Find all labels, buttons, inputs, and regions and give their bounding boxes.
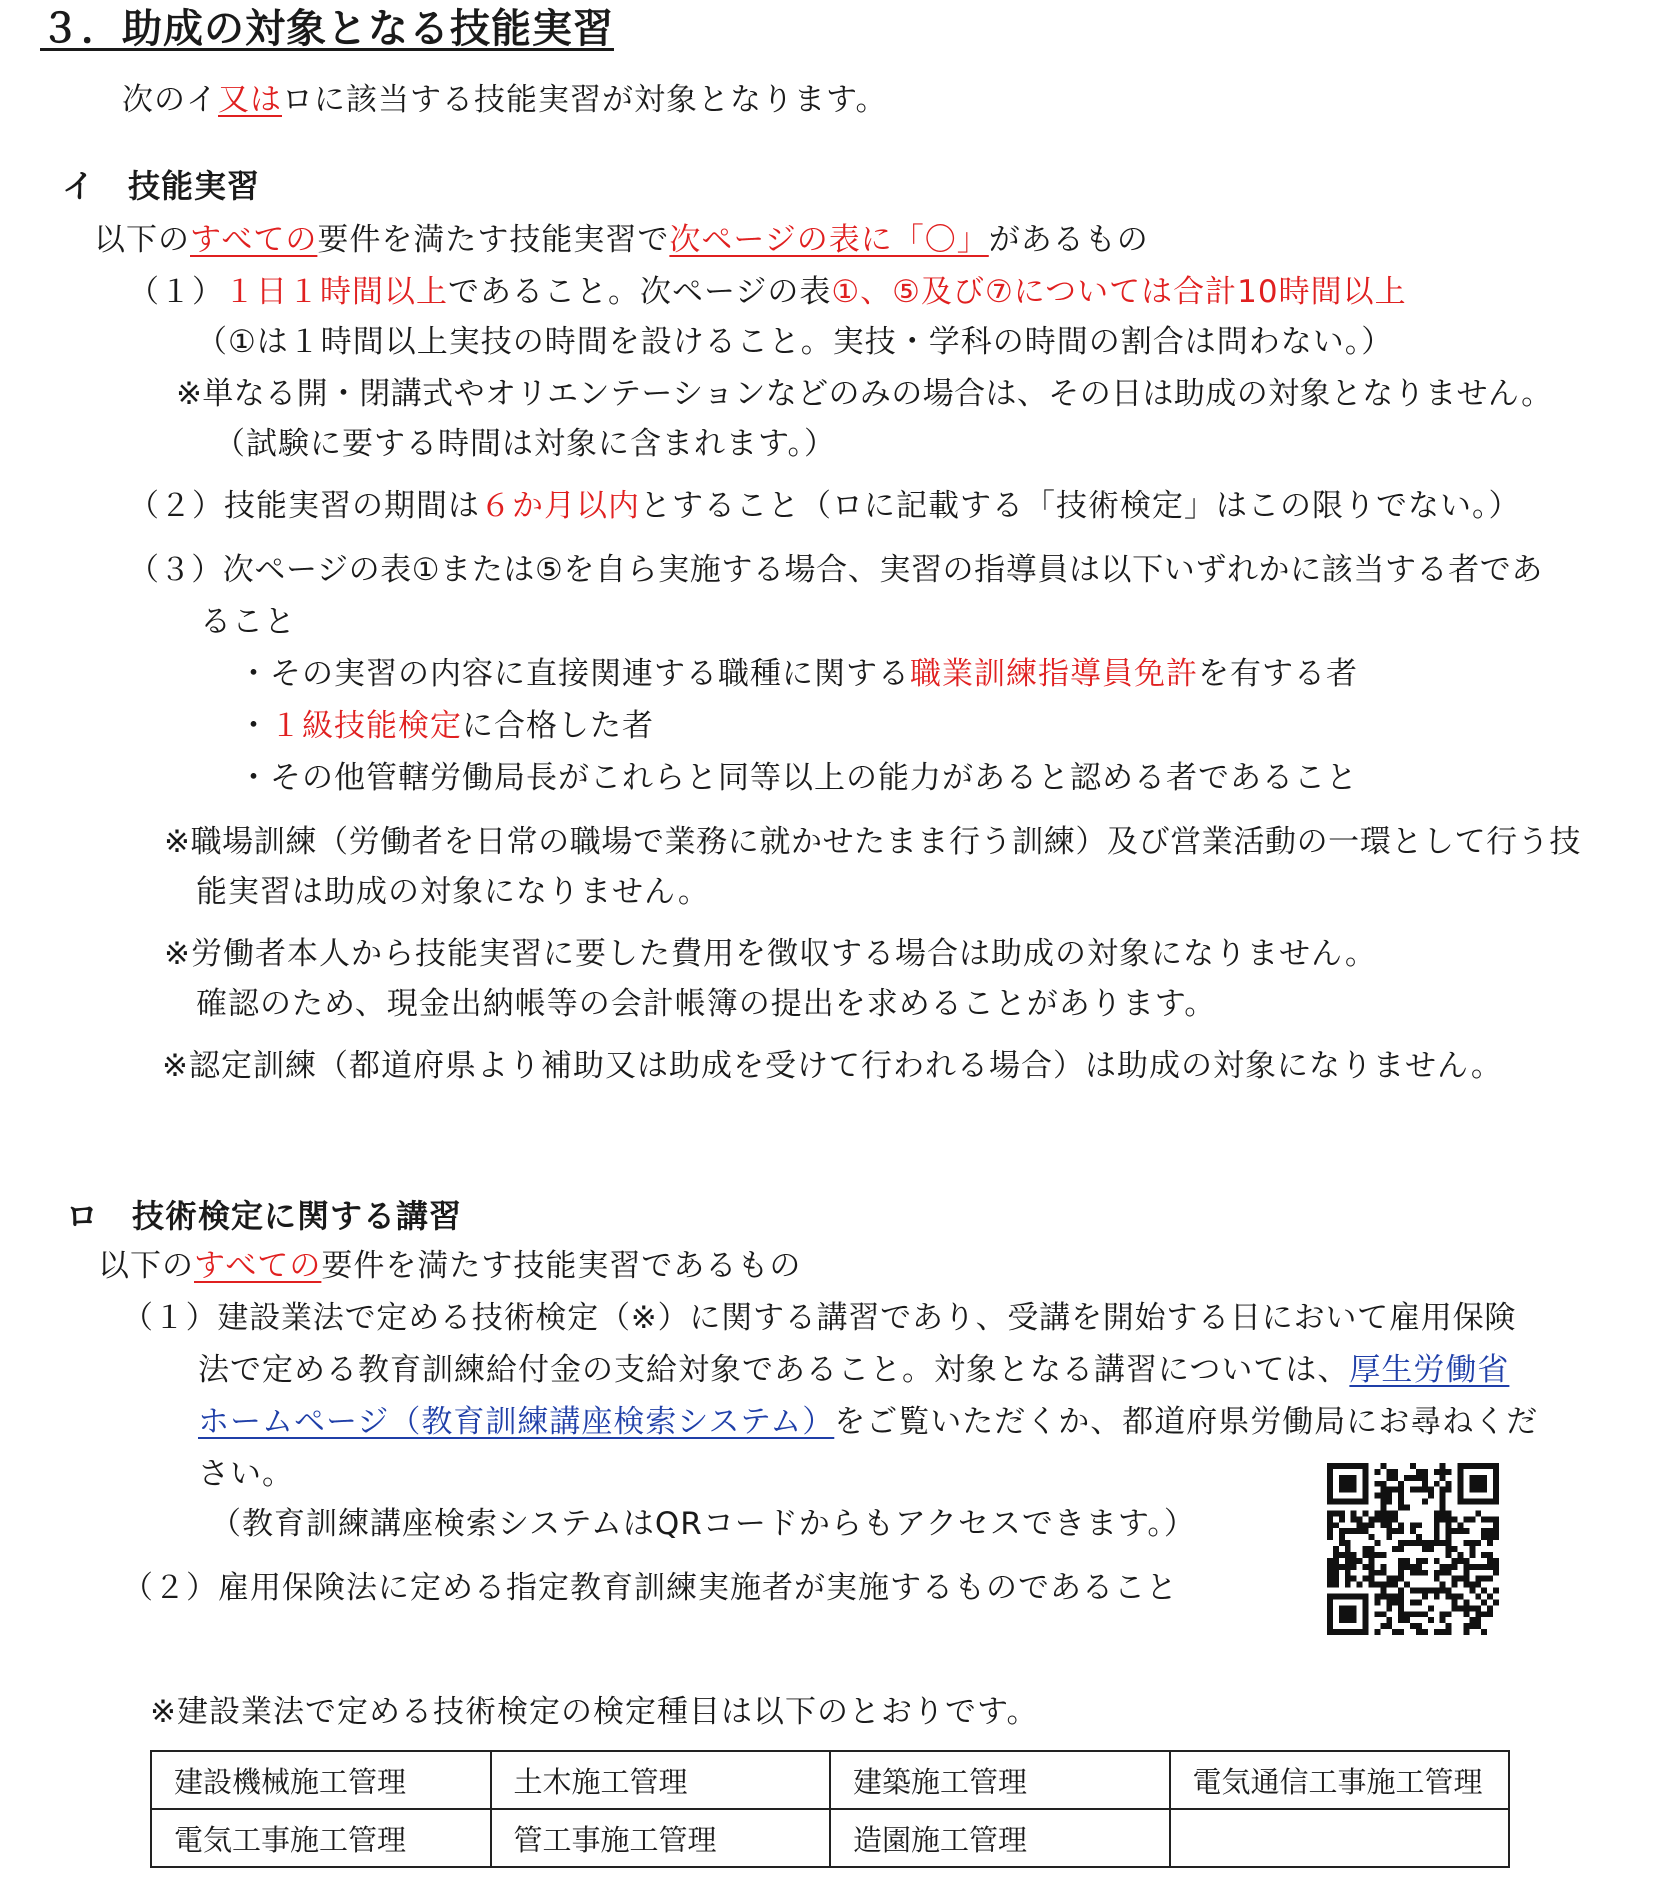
table-row — [151, 1751, 1509, 1809]
mhlw-homepage-link[interactable]: 厚生労働省 — [1349, 1352, 1510, 1388]
part-ro-heading: ロ 技術検定に関する講習 — [66, 1197, 463, 1235]
part-i-requirement-1-note: （試験に要する時間は対象に含まれます。） — [214, 426, 837, 462]
training-course-search-link[interactable]: ホームページ（教育訓練講座検索システム） — [198, 1404, 835, 1440]
table-cell: 建設機械施工管理 — [151, 1751, 491, 1809]
section-intro: 次のイ又はロに該当する技能実習が対象となります。 — [122, 82, 888, 118]
instructor-condition-item: ・１級技能検定に合格した者 — [238, 708, 654, 744]
section-title: ３．助成の対象となる技能実習 — [40, 6, 614, 52]
part-ro-requirement-1: ホームページ（教育訓練講座検索システム）をご覧いただくか、都道府県労働局にお尋ねくだ — [198, 1404, 1539, 1440]
part-i-requirement-1: （１）１日１時間以上であること。次ページの表①、⑤及び⑦については合計10時間以上 — [128, 274, 1407, 310]
table-row — [151, 1809, 1509, 1867]
part-ro-lead: 以下のすべての要件を満たす技能実習であるもの — [98, 1248, 802, 1284]
qr-access-note: （教育訓練講座検索システムはQRコードからもアクセスできます。） — [210, 1506, 1196, 1542]
part-i-exclusion-note: ※労働者本人から技能実習に要した費用を徴収する場合は助成の対象になりません。 — [164, 936, 1377, 972]
part-i-exclusion-note: ※職場訓練（労働者を日常の職場で業務に就かせたまま行う訓練）及び営業活動の一環として行う技 — [164, 824, 1581, 860]
table-cell — [1170, 1809, 1510, 1867]
table-cell: 電気通信工事施工管理 — [1170, 1751, 1510, 1809]
table-cell: 電気工事施工管理 — [151, 1809, 491, 1867]
part-i-requirement-2: （２）技能実習の期間は６か月以内とすること（ロに記載する「技術検定」はこの限りでない。） — [128, 488, 1521, 524]
part-ro-requirement-1: （１）建設業法で定める技術検定（※）に関する講習であり、受講を開始する日において雇用保険 — [122, 1300, 1517, 1336]
part-i-exclusion-note: ※認定訓練（都道府県より補助又は助成を受けて行われる場合）は助成の対象になりません。 — [162, 1048, 1503, 1084]
table-cell: 造園施工管理 — [830, 1809, 1170, 1867]
part-i-exclusion-note: 能実習は助成の対象になりません。 — [196, 874, 710, 910]
certification-types-table — [150, 1750, 1510, 1868]
part-i-requirement-3: ること — [200, 604, 296, 640]
qr-code[interactable] — [1327, 1463, 1499, 1635]
table-cell: 建築施工管理 — [830, 1751, 1170, 1809]
table-caption: ※建設業法で定める技術検定の検定種目は以下のとおりです。 — [150, 1694, 1039, 1730]
instructor-condition-item: ・その実習の内容に直接関連する職種に関する職業訓練指導員免許を有する者 — [238, 656, 1358, 692]
table-cell: 管工事施工管理 — [491, 1809, 831, 1867]
part-i-requirement-1-note: ※単なる開・閉講式やオリエンテーションなどのみの場合は、その日は助成の対象となりません。 — [176, 376, 1553, 412]
part-i-requirement-1-note: （①は１時間以上実技の時間を設けること。実技・学科の時間の割合は問わない。） — [196, 324, 1394, 360]
part-ro-requirement-1: 法で定める教育訓練給付金の支給対象であること。対象となる講習については、厚生労働省 — [198, 1352, 1510, 1388]
part-i-exclusion-note: 確認のため、現金出納帳等の会計帳簿の提出を求めることがあります。 — [196, 986, 1217, 1022]
part-ro-requirement-1: さい。 — [198, 1456, 294, 1492]
part-i-lead: 以下のすべての要件を満たす技能実習で次ページの表に「〇」があるもの — [94, 222, 1149, 258]
table-cell: 土木施工管理 — [491, 1751, 831, 1809]
part-ro-requirement-2: （２）雇用保険法に定める指定教育訓練実施者が実施するものであること — [122, 1570, 1178, 1606]
part-i-heading: イ 技能実習 — [62, 167, 261, 205]
part-i-requirement-3: （３）次ページの表①または⑤を自ら実施する場合、実習の指導員は以下いずれかに該当する者であ — [128, 552, 1543, 588]
instructor-condition-item: ・その他管轄労働局長がこれらと同等以上の能力があると認める者であること — [238, 760, 1358, 796]
